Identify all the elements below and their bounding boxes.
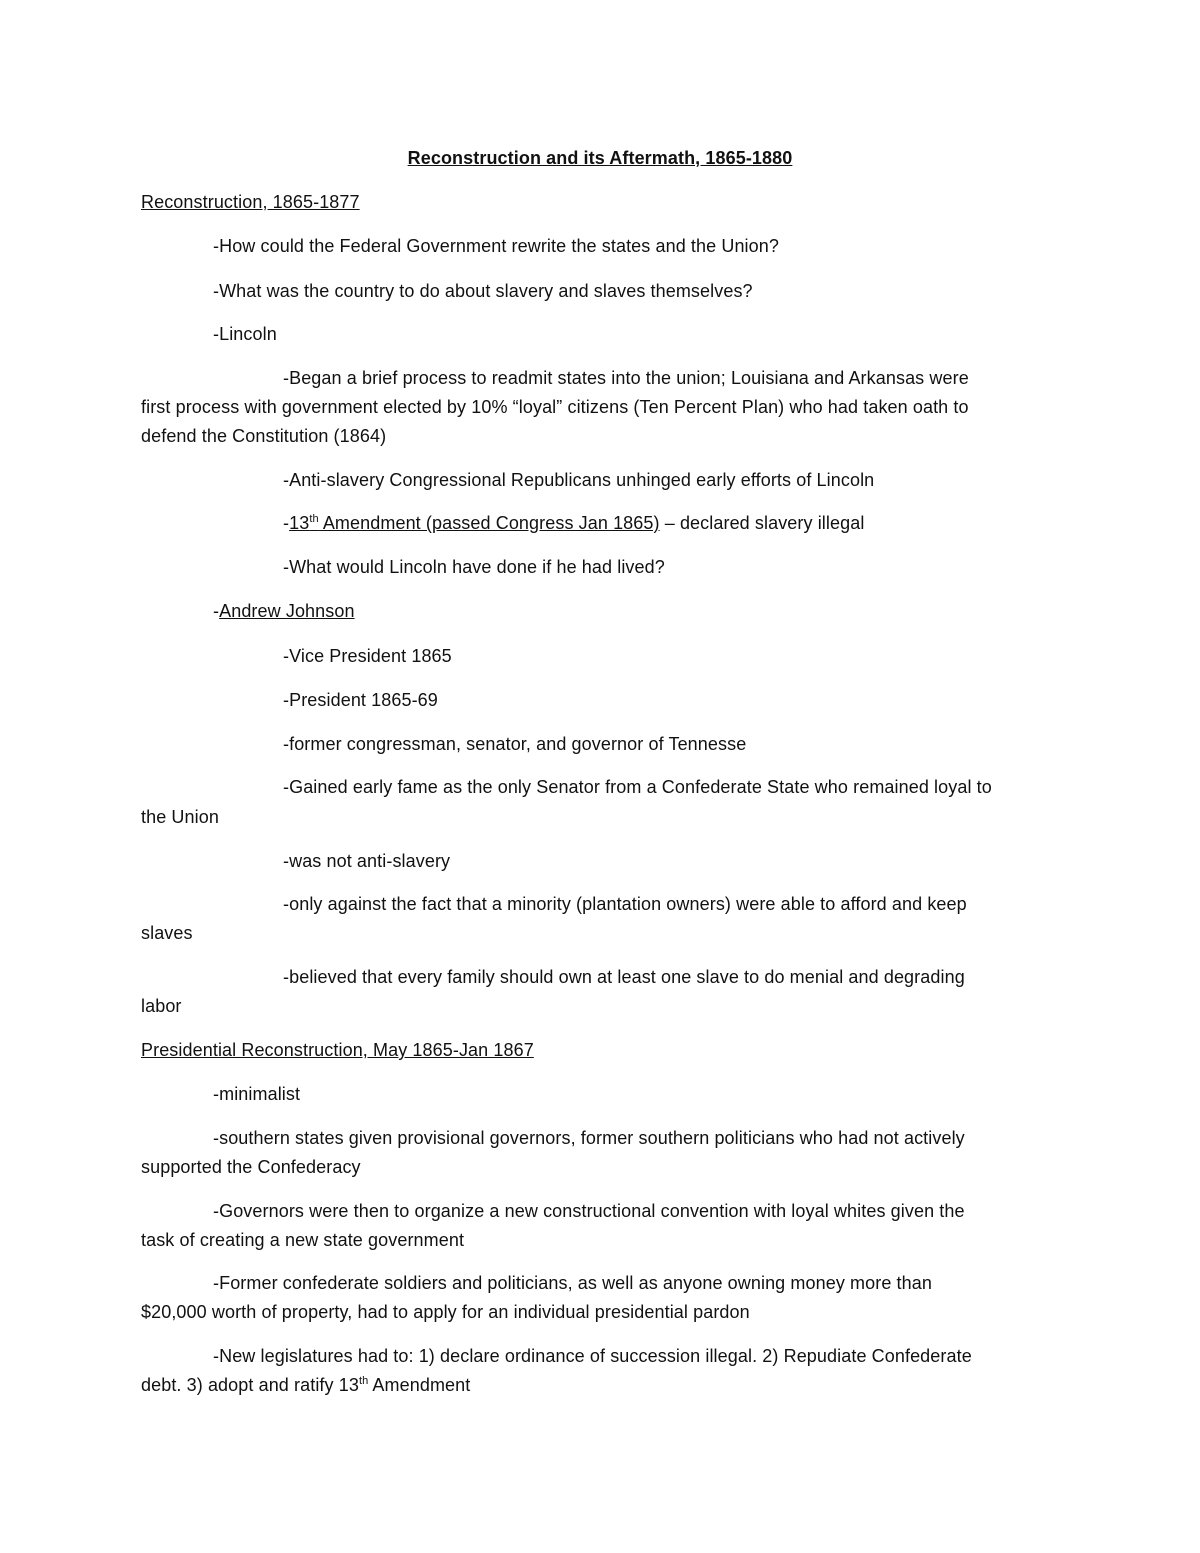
presidential-point-5-text-a: debt. 3) adopt and ratify 13 [141,1375,359,1395]
lincoln-point-1-line-2: first process with government elected by 10% “loyal” citizens (Ten Percent Plan) who had taken oath to [141,397,969,417]
johnson-point-3: -former congressman, senator, and governor of Tennesse [283,734,747,754]
johnson-point-6-line-1: -only against the fact that a minority (plantation owners) were able to afford and keep [283,894,967,914]
johnson-point-7-line-2: labor [141,996,182,1016]
johnson-point-7-line-1: -believed that every family should own at least one slave to do menial and degrading [283,967,965,987]
johnson-point-6-line-2: slaves [141,923,193,943]
subheading-lincoln: -Lincoln [213,324,277,344]
presidential-point-4-line-1: -Former confederate soldiers and politicians, as well as anyone owning money more than [213,1273,932,1293]
lincoln-point-1-line-3: defend the Constitution (1864) [141,426,387,446]
presidential-point-2-line-1: -southern states given provisional governors, former southern politicians who had not actively [213,1128,965,1148]
question-federal-government: -How could the Federal Government rewrite the states and the Union? [213,236,779,256]
lincoln-point-3-dash: - [283,513,290,533]
presidential-point-3-line-1: -Governors were then to organize a new constructional convention with loyal whites given the [213,1201,965,1221]
subheading-andrew-johnson [213,600,355,622]
amendment-title: Amendment (passed Congress Jan 1865) [318,513,660,533]
presidential-point-5-ordinal: th [358,1375,369,1387]
johnson-dash: - [213,601,220,621]
amendment-link-text [289,513,660,533]
johnson-point-5: -was not anti-slavery [283,851,451,871]
johnson-point-4-line-2: the Union [141,807,219,827]
lincoln-point-1-line-1: -Began a brief process to readmit states into the union; Louisiana and Arkansas were [283,368,969,388]
johnson-point-2: -President 1865-69 [283,690,438,710]
amendment-number: 13 [289,513,310,533]
lincoln-point-3-rest: – declared slavery illegal [659,513,865,533]
presidential-point-5-line-1: -New legislatures had to: 1) declare ordinance of succession illegal. 2) Repudiate Confederate [213,1346,972,1366]
presidential-point-4-line-2: $20,000 worth of property, had to apply for an individual presidential pardon [141,1302,750,1322]
presidential-point-3-line-2: task of creating a new state government [141,1230,465,1250]
lincoln-point-2: -Anti-slavery Congressional Republicans unhinged early efforts of Lincoln [283,470,875,490]
document-title: Reconstruction and its Aftermath, 1865-1880 [407,148,793,168]
lincoln-point-3 [283,512,864,534]
johnson-name: Andrew Johnson [219,601,355,621]
lincoln-point-4: -What would Lincoln have done if he had lived? [283,557,665,577]
amendment-ordinal: th [309,513,319,525]
presidential-point-5-text-b: Amendment [368,1375,471,1395]
johnson-point-1: -Vice President 1865 [283,646,452,666]
johnson-point-4-line-1: -Gained early fame as the only Senator from a Confederate State who remained loyal to [283,777,992,797]
presidential-point-5-line-2 [141,1374,470,1396]
section-heading-presidential-reconstruction: Presidential Reconstruction, May 1865-Jan 1867 [141,1040,534,1060]
section-heading-reconstruction: Reconstruction, 1865-1877 [141,192,360,212]
question-slavery: -What was the country to do about slavery and slaves themselves? [213,281,753,301]
presidential-point-2-line-2: supported the Confederacy [141,1157,361,1177]
presidential-point-1: -minimalist [213,1084,301,1104]
